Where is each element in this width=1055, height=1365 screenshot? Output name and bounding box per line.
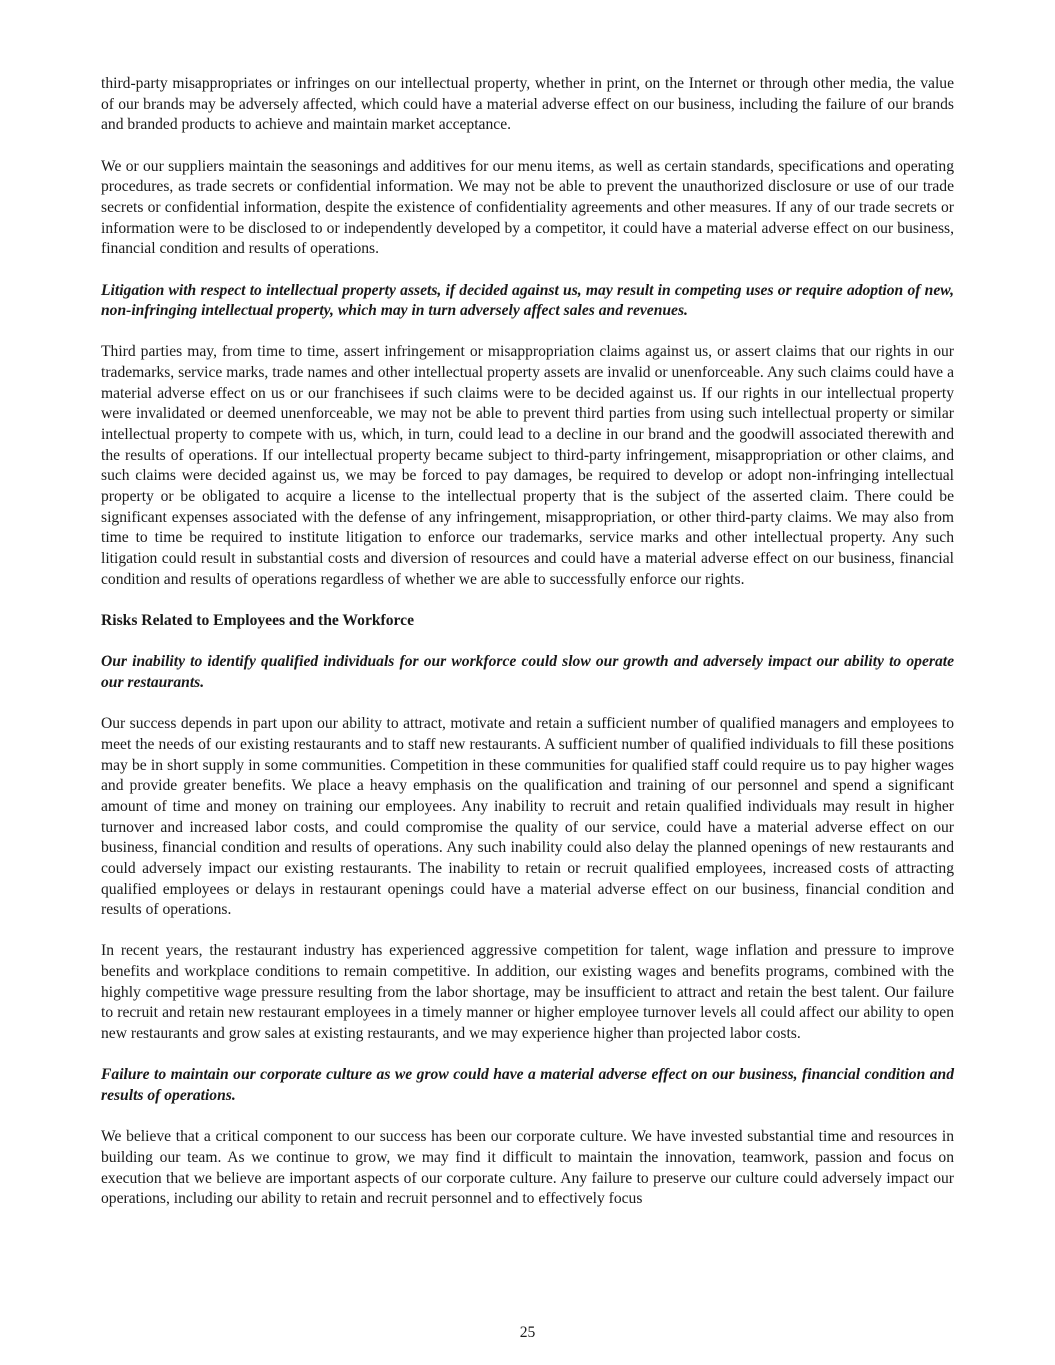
document-page: [101, 74, 954, 1210]
section-heading-employees-workforce: Risks Related to Employees and the Workforce: [101, 612, 415, 629]
risk-heading-qualified-individuals: Our inability to identify qualified individuals for our workforce could slow our growth and adversely impact our ability to operate our restaurants.: [101, 653, 954, 691]
paragraph-ip-brand-value: third-party misappropriates or infringes on our intellectual property, whether in print, on the Internet or through other media, the value of our brands may be adversely affected, which could have a material adverse effect on our business, including the failure of our brands and branded products to achieve and maintain market acceptance.: [101, 75, 954, 134]
page-number: 25: [519, 1324, 536, 1341]
paragraph-trade-secrets: We or our suppliers maintain the seasonings and additives for our menu items, as well as certain standards, specifications and operating procedures, as trade secrets or confidential information. We may not be able to prevent the unauthorized disclosure or use of our trade secrets or confidential information, despite the existence of confidentiality agreements and other measures. If any of our trade secrets or information were to be disclosed to or independently developed by a competitor, it could have a material adverse effect on our business, financial condition and results of operations.: [101, 157, 954, 258]
paragraph-ip-litigation: Third parties may, from time to time, assert infringement or misappropriation claims against us, or assert claims that our rights in our trademarks, service marks, trade names and other intellectual property assets are invalid or unenforceable. Any such claims could have a material adverse effect on us or our franchisees if such claims were to be decided against us. If our rights in our intellectual property were invalidated or deemed unenforceable, we may not be able to prevent third parties from using such intellectual property or similar intellectual property to compete with us, which, in turn, could lead to a decline in our brand and the goodwill associated therewith and the results of operations. If our intellectual property became subject to third-party infringement, misappropriation or other claims, and such claims were decided against us, we may be forced to pay damages, be required to develop or adopt non-infringing intellectual property or be obligated to acquire a license to the intellectual property that is the subject of the asserted claim. There could be significant expenses associated with the defense of any infringement, misappropriation, or other third-party claims. We may also from time to time be required to institute litigation to enforce our trademarks, service marks and other intellectual property. Any such litigation could result in substantial costs and diversion of resources and could have a material adverse effect on our business, financial condition and results of operations regardless of whether we are able to successfully enforce our rights.: [101, 343, 954, 588]
risk-heading-ip-litigation: Litigation with respect to intellectual property assets, if decided against us, may result in competing uses or require adoption of new, non-infringing intellectual property, which may in turn adversely affect sales and revenues.: [101, 281, 954, 320]
risk-heading-corporate-culture: Failure to maintain our corporate culture as we grow could have a material adverse effect on our business, financial condition and results of operations.: [101, 1066, 954, 1105]
paragraph-attract-retain-staff: Our success depends in part upon our ability to attract, motivate and retain a sufficient number of qualified managers and employees to meet the needs of our existing restaurants and to staff new restaurants. A sufficient number of qualified individuals to fill these positions may be in short supply in some communities. Competition in these communities for qualified staff could require us to pay higher wages and provide greater benefits. We place a heavy emphasis on the qualification and training of our personnel and spend a significant amount of time and money on training our employees. Any inability to recruit and retain qualified individuals may result in higher turnover and increased labor costs, and could compromise the quality of our service, could have a material adverse effect on our business, financial condition and results of operations. Any such inability could also delay the planned openings of new restaurants and could adversely impact our existing restaurants. The inability to retain or recruit qualified employees, increased costs of attracting qualified employees or delays in restaurant openings could have a material adverse effect on our business, financial condition and results of operations.: [101, 715, 954, 919]
paragraph-labor-competition: In recent years, the restaurant industry has experienced aggressive competition for talent, wage inflation and pressure to improve benefits and workplace conditions to remain competitive. In addition, our existing wages and benefits programs, combined with the highly competitive wage pressure resulting from the labor shortage, may be insufficient to attract and retain the best talent. Our failure to recruit and retain new restaurant employees in a timely manner or higher employee turnover levels all could affect our ability to open new restaurants and grow sales at existing restaurants, and we may experience higher than projected labor costs.: [101, 942, 954, 1043]
paragraph-corporate-culture: We believe that a critical component to our success has been our corporate culture. We have invested substantial time and resources in building our team. As we continue to grow, we may find it difficult to maintain the innovation, teamwork, passion and focus on execution that we believe are important aspects of our corporate culture. Any failure to preserve our culture could adversely impact our operations, including our ability to retain and recruit personnel and to effectively focus: [101, 1128, 954, 1208]
